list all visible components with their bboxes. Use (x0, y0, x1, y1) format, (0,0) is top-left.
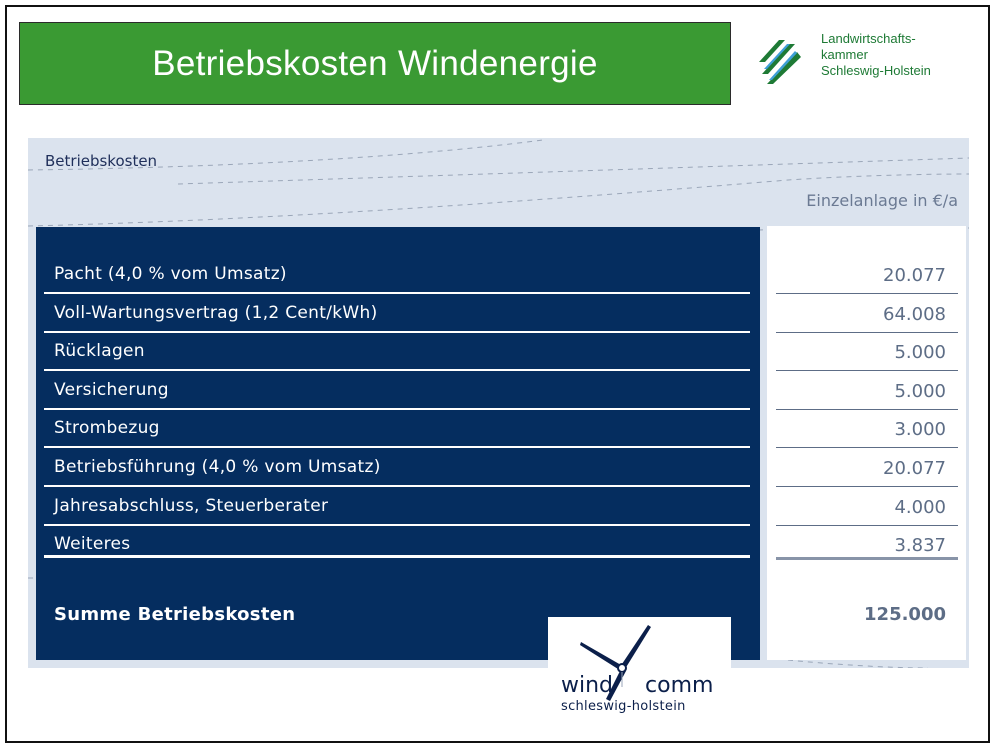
table-row-divider (44, 408, 750, 410)
windcomm-wordmark (561, 673, 713, 698)
table-row-label: Pacht (4,0 % vom Umsatz) (54, 264, 287, 284)
table-row-divider (44, 446, 750, 448)
column-header: Einzelanlage in €/a (806, 191, 958, 210)
table-row-value: 5.000 (894, 342, 946, 363)
table-row-label: Voll-Wartungsvertrag (1,2 Cent/kWh) (54, 303, 378, 323)
table-row-divider (44, 485, 750, 487)
table-row-label: Betriebsführung (4,0 % vom Umsatz) (54, 457, 381, 477)
table-row-label: Versicherung (54, 380, 169, 400)
value-row-divider (776, 525, 958, 526)
slide-title: Betriebskosten Windenergie (19, 22, 731, 105)
table-row-value: 3.000 (894, 419, 946, 440)
lwk-logo-line2: kammer (821, 47, 868, 62)
table-row-label: Strombezug (54, 418, 160, 438)
lwk-stripes-icon (749, 32, 807, 90)
table-row-divider (44, 292, 750, 294)
table-row-label: Weiteres (54, 534, 131, 554)
lwk-logo-line3: Schleswig-Holstein (821, 63, 931, 78)
section-label: Betriebskosten (45, 152, 158, 170)
sum-value: 125.000 (864, 604, 946, 625)
value-column (767, 226, 966, 660)
windcomm-word1: wind (561, 673, 614, 698)
sum-divider-values (776, 557, 958, 560)
value-row-divider (776, 486, 958, 487)
table-row-value: 3.837 (894, 535, 946, 556)
table-row-label: Rücklagen (54, 341, 145, 361)
value-row-divider (776, 370, 958, 371)
windcomm-subtitle: schleswig-holstein (561, 699, 686, 714)
value-row-divider (776, 409, 958, 410)
table-row-label: Jahresabschluss, Steuerberater (54, 496, 329, 516)
table-row-value: 5.000 (894, 381, 946, 402)
table-row-value: 20.077 (883, 458, 946, 479)
lwk-logo-line1: Landwirtschafts- (821, 31, 916, 46)
windcomm-logo (548, 617, 731, 718)
value-row-divider (776, 447, 958, 448)
value-row-divider (776, 332, 958, 333)
table-row-divider (44, 369, 750, 371)
table-row-value: 4.000 (894, 497, 946, 518)
sum-label: Summe Betriebskosten (54, 604, 296, 625)
table-row-value: 20.077 (883, 265, 946, 286)
table-row-value: 64.008 (883, 304, 946, 325)
windcomm-word2: comm (645, 673, 714, 698)
table-row-divider (44, 524, 750, 526)
table-row-divider (44, 331, 750, 333)
sum-divider (44, 555, 750, 558)
lwk-logo-text (821, 31, 931, 79)
value-row-divider (776, 293, 958, 294)
